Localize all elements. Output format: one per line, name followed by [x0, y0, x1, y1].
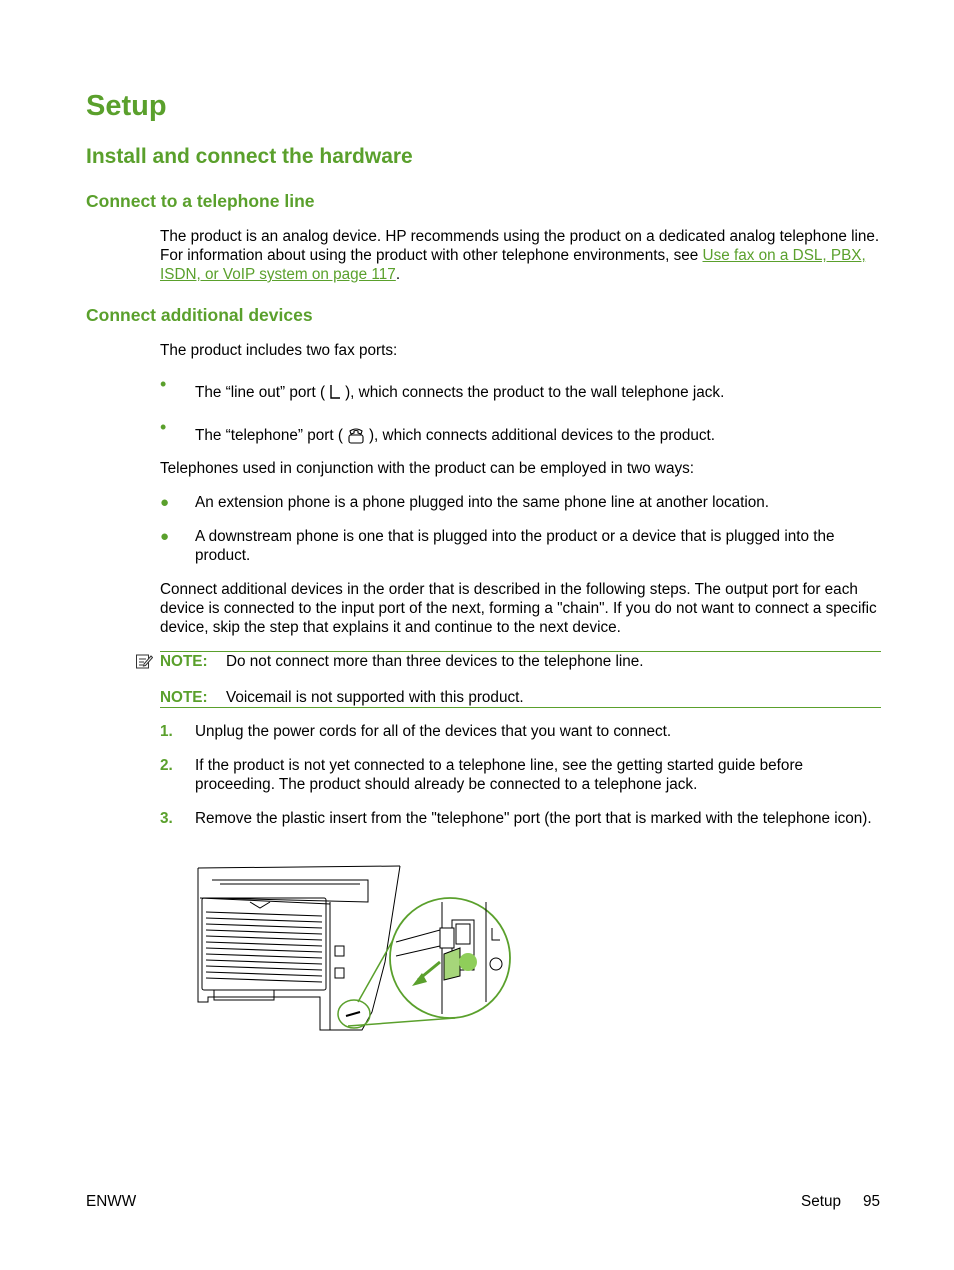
bullet-icon: •	[160, 417, 167, 437]
section-heading: Install and connect the hardware	[86, 145, 413, 168]
page-title: Setup	[86, 90, 167, 122]
footer-section: Setup	[801, 1193, 841, 1210]
usage-item-extension: An extension phone is a phone plugged into the same phone line at another location.	[195, 494, 770, 511]
bullet-icon: ●	[160, 528, 170, 545]
port-item-line-out: The “line out” port ( ), which connects the product to the wall telephone jack.	[195, 383, 885, 406]
telephone-port-icon	[347, 426, 365, 449]
step-number: 3.	[160, 810, 173, 827]
bullet-icon: •	[160, 374, 167, 394]
step-number: 1.	[160, 723, 173, 740]
note-pencil-icon	[135, 652, 153, 675]
usage-intro: Telephones used in conjunction with the product can be employed in two ways:	[160, 460, 695, 477]
step-2-text: If the product is not yet connected to a telephone line, see the getting started guide before proceeding. The product should already be connected to a telephone jack.	[195, 757, 804, 793]
page-number: 95	[863, 1193, 881, 1210]
note-2: NOTE: Voicemail is not supported with this product.	[160, 689, 524, 706]
usage-item-downstream: A downstream phone is one that is plugged into the product or a device that is plugged into the product.	[195, 528, 835, 564]
dsl-pbx-link[interactable]: Use fax on a DSL, PBX, ISDN, or VoIP system on page 117	[160, 247, 866, 283]
step-number: 2.	[160, 757, 173, 774]
step-3-text: Remove the plastic insert from the "telephone" port (the port that is marked with the telephone icon).	[195, 810, 872, 827]
subsection-heading-telephone: Connect to a telephone line	[86, 191, 315, 211]
port-item-telephone: The “telephone” port ( ), which connects additional devices to the product.	[195, 426, 885, 449]
order-paragraph: Connect additional devices in the order that is described in the following steps. The output port for each device is connected to the input port of the next, forming a "chain". If you do not want to connect a specific device, skip the step that explains it and continue to the next device.	[160, 581, 877, 636]
telephone-paragraph: The product is an analog device. HP recommends using the product on a dedicated analog telephone line. For information about using the product with other telephone environments, see Use fax on a DSL, PBX, ISDN, or VoIP system on page 117.	[160, 228, 880, 283]
fax-ports-intro: The product includes two fax ports:	[160, 342, 398, 359]
bullet-icon: ●	[160, 494, 170, 511]
footer-left: ENWW	[86, 1193, 137, 1210]
note-1: NOTE: Do not connect more than three devices to the telephone line.	[160, 653, 644, 670]
note-bottom-rule	[160, 707, 881, 708]
line-out-port-icon	[329, 384, 341, 406]
telephone-port-illustration	[190, 862, 520, 1037]
step-1-text: Unplug the power cords for all of the devices that you want to connect.	[195, 723, 672, 740]
subsection-heading-devices: Connect additional devices	[86, 305, 313, 325]
